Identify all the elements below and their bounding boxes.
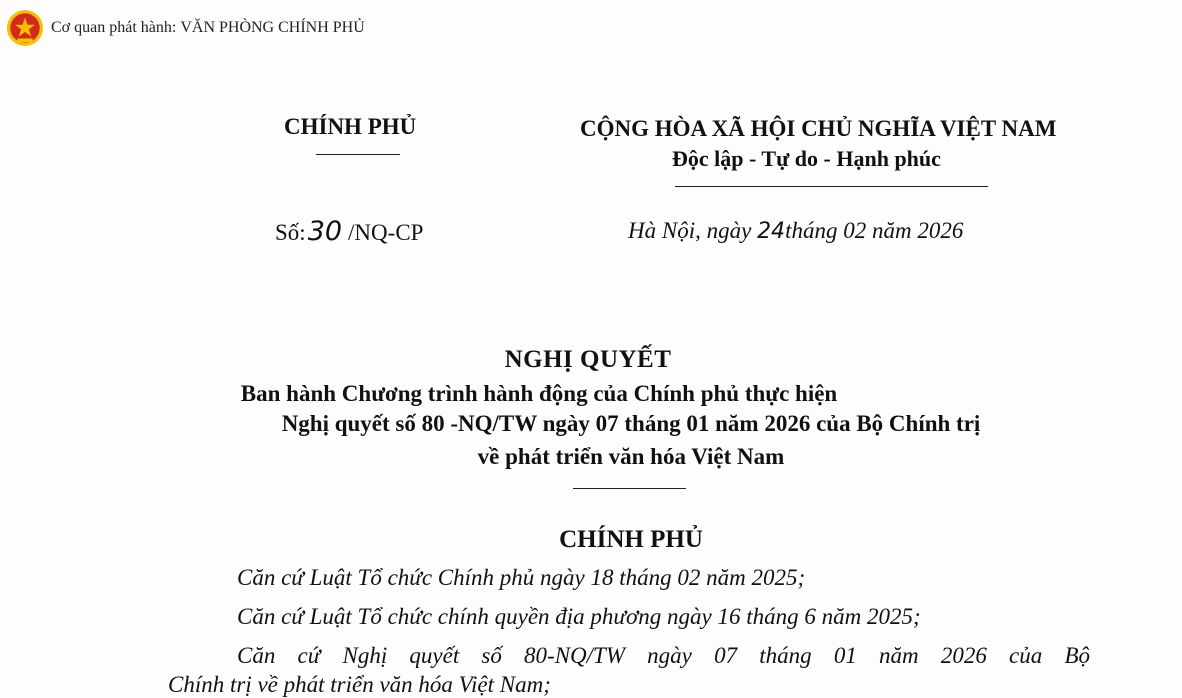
issuer-header-bar <box>0 0 1182 56</box>
document-type-title: NGHỊ QUYẾT <box>504 346 672 373</box>
title-underline <box>573 488 686 489</box>
handwritten-day: 24 <box>757 219 786 244</box>
issuing-agency: CHÍNH PHỦ <box>284 114 417 139</box>
legal-basis-line: Căn cứ Nghị quyết số 80-NQ/TW ngày 07 tháng 01 năm 2026 của Bộ <box>237 643 1090 668</box>
date-suffix: tháng 02 năm 2026 <box>785 218 964 243</box>
national-motto: Độc lập - Tự do - Hạnh phúc <box>672 146 941 171</box>
legal-basis-line: Căn cứ Luật Tổ chức chính quyền địa phương ngày 16 tháng 6 năm 2025; <box>237 604 921 629</box>
number-prefix: Số: <box>275 220 306 245</box>
issuing-authority-heading: CHÍNH PHỦ <box>559 526 703 553</box>
national-emblem-icon <box>6 9 44 47</box>
number-suffix: /NQ-CP <box>348 220 424 245</box>
legal-basis-line: Căn cứ Luật Tổ chức Chính phủ ngày 18 tháng 02 năm 2025; <box>237 565 806 590</box>
nation-name: CỘNG HÒA XÃ HỘI CHỦ NGHĨA VIỆT NAM <box>580 116 1057 141</box>
document-number <box>275 216 423 247</box>
issuer-label: Cơ quan phát hành: <box>51 19 177 36</box>
date-prefix: Hà Nội, ngày <box>628 218 752 243</box>
subject-line: Ban hành Chương trình hành động của Chính phủ thực hiện <box>240 381 838 406</box>
agency-underline <box>316 154 400 155</box>
issuer-info <box>51 19 365 37</box>
subject-line: Nghị quyết số 80 -NQ/TW ngày 07 tháng 01 năm 2026 của Bộ Chính trị <box>281 411 981 436</box>
legal-basis-line-continuation: Chính trị về phát triển văn hóa Việt Nam; <box>168 672 551 697</box>
date-line <box>628 218 963 244</box>
handwritten-number: 30 <box>307 216 343 247</box>
issuer-name: VĂN PHÒNG CHÍNH PHỦ <box>180 19 365 36</box>
motto-underline <box>675 186 988 187</box>
subject-line: về phát triển văn hóa Việt Nam <box>477 444 785 469</box>
